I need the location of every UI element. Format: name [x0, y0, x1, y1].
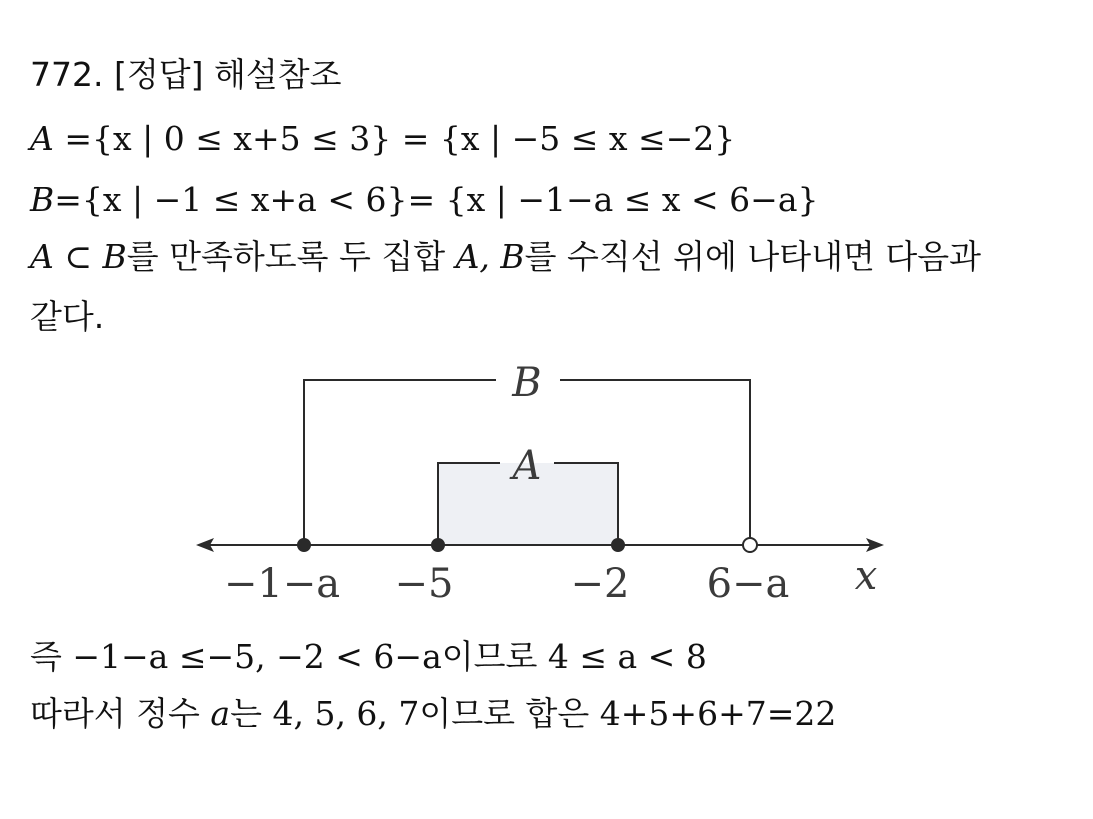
- point-minus2: [611, 538, 625, 552]
- explanation-text-3: 같다.: [30, 297, 105, 336]
- point-minus5: [431, 538, 445, 552]
- conclusion-prefix: 즉: [30, 637, 62, 676]
- set-b-def2: {x | −1−a ≤ x < 6−a}: [445, 180, 819, 219]
- tick-label: 6−a: [706, 561, 790, 607]
- problem-number: 772.: [30, 55, 104, 94]
- answer-text: 해설참조: [214, 55, 342, 94]
- conclusion-line: [30, 637, 707, 676]
- set-b-eq: =: [54, 180, 82, 219]
- set-a-def1: {x | 0 ≤ x+5 ≤ 3}: [92, 119, 392, 158]
- set-a-eq2: =: [401, 119, 430, 158]
- integer-values: 4, 5, 6, 7: [272, 694, 420, 733]
- tick-label: −1−a: [223, 561, 341, 607]
- set-a-eq: =: [64, 119, 92, 158]
- range-result: 4 ≤ a < 8: [547, 637, 707, 676]
- axis-variable-label: x: [854, 553, 878, 599]
- inequality-2: −2 < 6−a: [276, 637, 442, 676]
- set-a-label: A: [512, 443, 542, 489]
- inequality-1: −1−a ≤−5,: [72, 637, 266, 676]
- point-6-minus-a-open: [743, 538, 757, 552]
- set-b-def1: {x | −1 ≤ x+a < 6}: [81, 180, 408, 219]
- subset-condition: A ⊂ B: [30, 237, 127, 276]
- explanation-text-2: 를 수직선 위에 나타내면 다음과: [524, 237, 982, 276]
- set-b-name: B: [30, 180, 55, 219]
- tick-label: −5: [394, 561, 454, 607]
- final-var: a: [210, 694, 231, 733]
- answer-tag: [정답]: [113, 55, 204, 94]
- explanation-text-1: 를 만족하도록 두 집합: [126, 237, 446, 276]
- final-text-1: 따라서 정수: [30, 694, 200, 733]
- set-b-label: B: [512, 360, 542, 406]
- tick-label: −2: [570, 561, 630, 607]
- set-b-eq2: =: [407, 180, 436, 219]
- set-a-name: A: [30, 119, 54, 158]
- final-sum: 4+5+6+7=22: [599, 694, 837, 733]
- point-minus1-minus-a: [297, 538, 311, 552]
- final-text-2: 는: [230, 694, 262, 733]
- set-a-def2: {x | −5 ≤ x ≤−2}: [439, 119, 736, 158]
- final-text-3: 이므로 합은: [419, 694, 590, 733]
- final-line: [30, 694, 837, 733]
- conclusion-mid: 이므로: [441, 637, 538, 676]
- set-names: A, B: [455, 237, 525, 276]
